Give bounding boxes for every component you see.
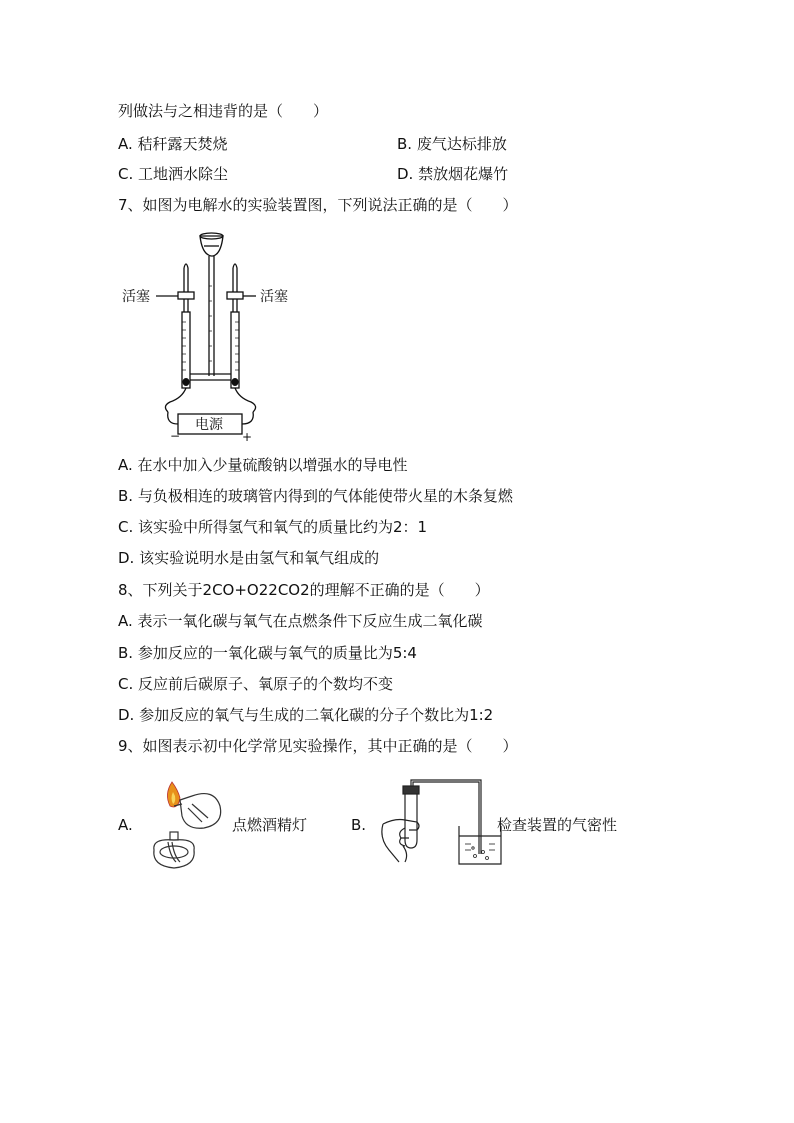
q7-option-a: A. 在水中加入少量硫酸钠以增强水的导电性 <box>118 456 408 474</box>
power-supply-label: 电源 <box>195 417 223 433</box>
q7-option-b: B. 与负极相连的玻璃管内得到的气体能使带火星的木条复燃 <box>118 487 513 505</box>
q6-option-b: B. 废气达标排放 <box>397 135 507 153</box>
q8-option-a: A. 表示一氧化碳与氧气在点燃条件下反应生成二氧化碳 <box>118 612 483 630</box>
stopcock-right-label: 活塞 <box>260 289 288 305</box>
q8-option-c: C. 反应前后碳原子、氧原子的个数均不变 <box>118 675 394 693</box>
q7-option-c: C. 该实验中所得氢气和氧气的质量比约为2：1 <box>118 518 428 536</box>
airtightness-check-figure <box>375 778 505 870</box>
q6-stem: 列做法与之相违背的是（ ） <box>118 102 329 120</box>
q9-option-a-letter: A. <box>118 816 133 834</box>
stopcock-left-label: 活塞 <box>122 289 150 305</box>
q7-option-d: D. 该实验说明水是由氢气和氧气组成的 <box>118 549 380 567</box>
q9-stem: 9、如图表示初中化学常见实验操作，其中正确的是（ ） <box>118 737 518 755</box>
q6-option-d: D. 禁放烟花爆竹 <box>397 165 509 183</box>
electrolysis-apparatus-figure <box>118 226 308 446</box>
alcohol-lamp-lighting-figure <box>142 776 230 872</box>
q6-option-a: A. 秸秆露天焚烧 <box>118 135 228 153</box>
q6-option-c: C. 工地洒水除尘 <box>118 165 229 183</box>
q8-option-b: B. 参加反应的一氧化碳与氧气的质量比为5:4 <box>118 644 417 662</box>
q8-stem: 8、下列关于2CO+O22CO2的理解不正确的是（ ） <box>118 581 490 599</box>
negative-terminal-label: − <box>170 429 181 443</box>
q9-option-a-text: 点燃酒精灯 <box>232 816 308 834</box>
q8-option-d: D. 参加反应的氧气与生成的二氧化碳的分子个数比为1:2 <box>118 706 494 724</box>
positive-terminal-label: + <box>242 430 253 444</box>
q9-option-b-letter: B. <box>351 816 367 834</box>
q7-stem: 7、如图为电解水的实验装置图，下列说法正确的是（ ） <box>118 196 518 214</box>
q9-option-b-text: 检查装置的气密性 <box>497 816 618 834</box>
